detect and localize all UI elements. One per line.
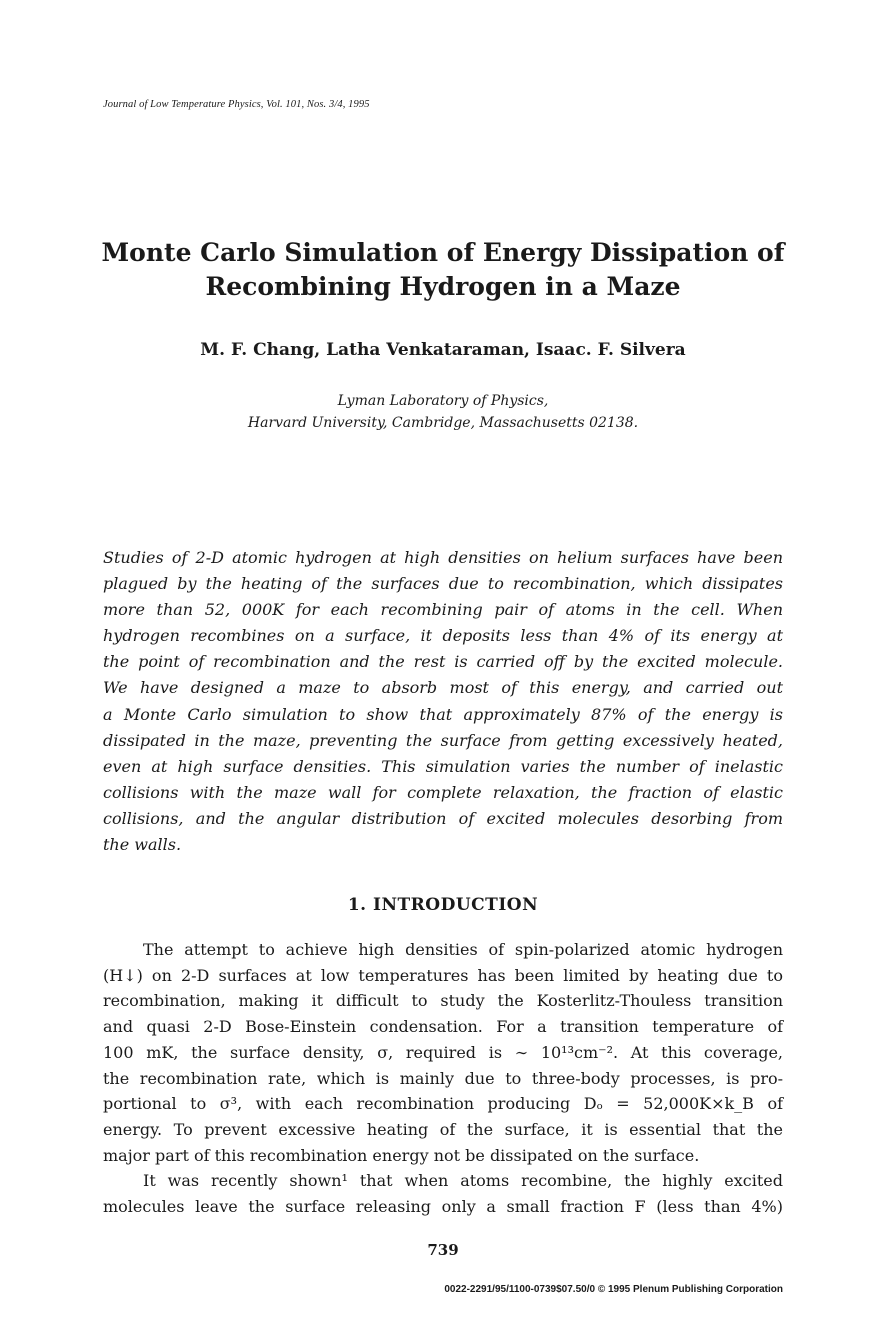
body-text (103, 937, 783, 1220)
title-line: Monte Carlo Simulation of Energy Dissipation of (101, 238, 785, 267)
body-line: and quasi 2-D Bose-Einstein condensation. For a transition temperature of (103, 1017, 783, 1037)
abstract-line: the point of recombination and the rest is carried off by the excited molecule. (103, 652, 783, 672)
abstract-line: collisions with the maze wall for complete relaxation, the fraction of elastic (103, 782, 783, 802)
body-line: major part of this recombination energy not be dissipated on the surface. (103, 1145, 700, 1165)
abstract-line: the walls. (103, 835, 182, 855)
title-line: Recombining Hydrogen in a Maze (205, 272, 681, 301)
paper-title (60, 236, 826, 304)
abstract-line: plagued by the heating of the surfaces due to recombination, which dissipates (103, 574, 783, 594)
author-list: M. F. Chang, Latha Venkataraman, Isaac. F. Silvera (200, 340, 686, 360)
abstract-line: a Monte Carlo simulation to show that approximately 87% of the energy is (103, 704, 783, 724)
abstract-line: collisions, and the angular distribution of excited molecules desorbing from (103, 808, 783, 828)
affiliation-line: Lyman Laboratory of Physics, (337, 393, 549, 409)
abstract-line: dissipated in the maze, preventing the surface from getting excessively heated, (103, 730, 783, 750)
journal-citation: Journal of Low Temperature Physics, Vol. 101, Nos. 3/4, 1995 (103, 99, 370, 110)
body-line: recombination, making it difficult to study the Kosterlitz-Thouless transition (103, 991, 783, 1011)
body-line: (H↓) on 2-D surfaces at low temperatures has been limited by heating due to (103, 965, 783, 985)
abstract-line: hydrogen recombines on a surface, it deposits less than 4% of its energy at (103, 626, 783, 646)
section-heading: 1. INTRODUCTION (347, 895, 539, 915)
copyright-line: 0022-2291/95/1100-0739$07.50/0 © 1995 Plenum Publishing Corporation (444, 1284, 783, 1295)
abstract (103, 545, 783, 858)
abstract-line: Studies of 2-D atomic hydrogen at high densities on helium surfaces have been (103, 548, 783, 567)
body-line: The attempt to achieve high densities of spin-polarized atomic hydrogen (143, 940, 783, 959)
page-number: 739 (427, 1241, 459, 1259)
abstract-line: We have designed a maze to absorb most of this energy, and carried out (103, 678, 783, 698)
abstract-line: more than 52, 000K for each recombining pair of atoms in the cell. When (103, 600, 783, 620)
body-line: molecules leave the surface releasing only a small fraction F (less than 4%) (103, 1197, 783, 1217)
body-line: energy. To prevent excessive heating of the surface, it is essential that the (103, 1119, 783, 1139)
abstract-line: even at high surface densities. This simulation varies the number of inelastic (103, 756, 783, 776)
affiliation (60, 390, 826, 434)
affiliation-line: Harvard University, Cambridge, Massachusetts 02138. (247, 415, 639, 431)
body-line: the recombination rate, which is mainly due to three-body processes, is pro- (103, 1068, 783, 1088)
body-line: portional to σ³, with each recombination producing Dₒ = 52,000K×k_B of (103, 1094, 783, 1114)
body-line: It was recently shown¹ that when atoms recombine, the highly excited (143, 1171, 783, 1191)
body-line: 100 mK, the surface density, σ, required is ∼ 10¹³cm⁻². At this coverage, (103, 1042, 783, 1062)
